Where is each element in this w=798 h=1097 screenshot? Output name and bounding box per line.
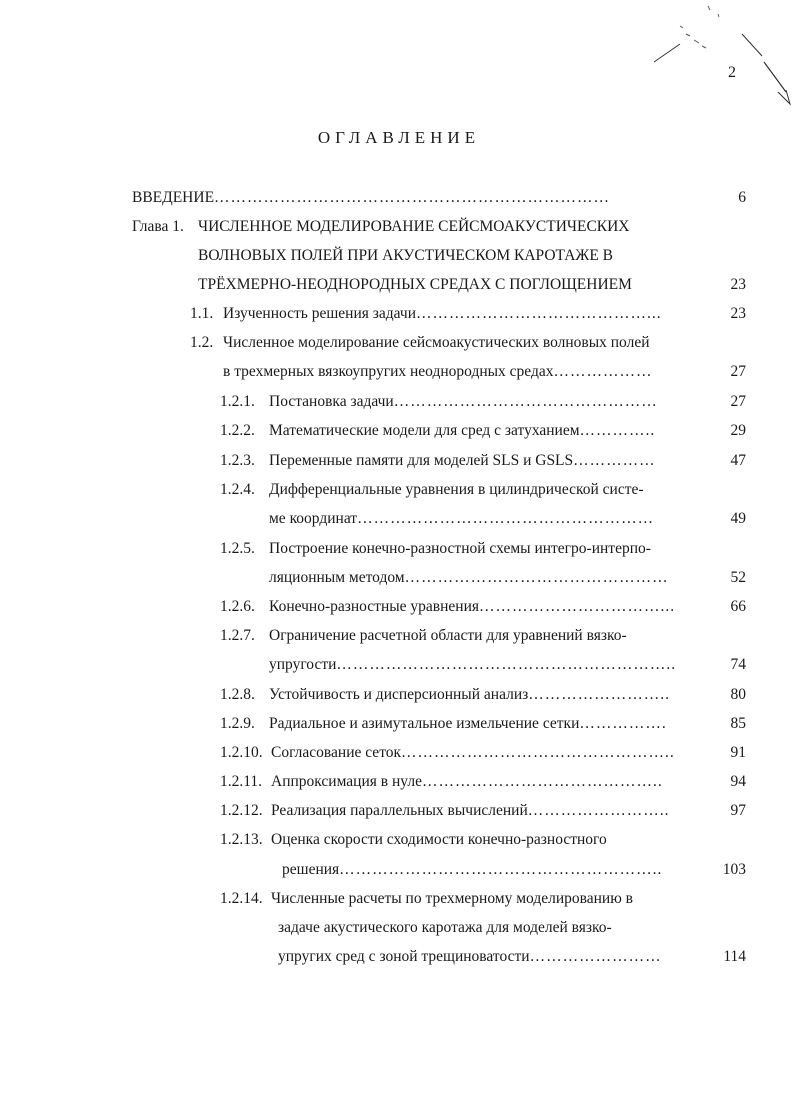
toc-entry-line — [271, 772, 700, 792]
toc-entry-line — [269, 685, 700, 705]
toc-entry-text: Дифференциальные уравнения в цилиндрической систе- — [269, 481, 644, 498]
toc-entry-number: 1.2.12. — [220, 802, 263, 819]
toc-entry-text: Устойчивость и дисперсионный анализ — [269, 686, 529, 703]
toc-entry-line — [269, 568, 700, 588]
toc-entry-text: Оценка скорости сходимости конечно-разностного — [271, 831, 607, 848]
toc-entry-text: ВОЛНОВЫХ ПОЛЕЙ ПРИ АКУСТИЧЕСКОМ КАРОТАЖЕ В — [198, 247, 614, 264]
toc-leader-dots: …………………………………….. — [421, 773, 663, 790]
toc-page-number: 91 — [730, 744, 746, 761]
toc-entry-line — [269, 597, 700, 617]
toc-leader-dots: ………………………………………… — [393, 393, 658, 410]
toc-leader-dots: …………………….. — [527, 802, 670, 819]
toc-entry-line — [271, 743, 700, 763]
toc-entry-text: в трехмерных вязкоупругих неоднородных средах — [223, 363, 554, 380]
toc-entry-number: 1.1. — [190, 305, 214, 322]
toc-entry-number: 1.2.3. — [220, 452, 255, 469]
toc-page-number: 85 — [730, 715, 746, 732]
toc-entry-text: ТРЁХМЕРНО-НЕОДНОРОДНЫХ СРЕДАХ С ПОГЛОЩЕНИЕМ — [198, 276, 632, 293]
toc-entry-line — [269, 714, 700, 734]
toc-entry-line — [269, 626, 700, 646]
toc-entry-line — [269, 509, 700, 529]
toc-entry-text: Построение конечно-разностной схемы интегро-интерпо- — [269, 540, 651, 557]
toc-entry-line — [223, 362, 700, 382]
toc-leader-dots: ……………………………... — [479, 598, 676, 615]
toc-page-number: 29 — [730, 422, 746, 439]
toc-entry-number: 1.2.10. — [220, 744, 263, 761]
toc-leader-dots: ………………………………………… — [404, 569, 669, 586]
toc-entry-line — [198, 246, 700, 266]
page-title: ОГЛАВЛЕНИЕ — [317, 128, 481, 147]
toc-leader-dots: …………………… — [529, 948, 662, 965]
toc-entry-text: Аппроксимация в нуле — [271, 773, 422, 790]
toc-entry-text: Согласование сеток — [271, 744, 402, 761]
toc-entry-text: Реализация параллельных вычислений — [271, 802, 528, 819]
toc-entry-number: 1.2.8. — [220, 686, 255, 703]
toc-page-number: 66 — [730, 598, 746, 615]
toc-entry-line — [269, 655, 700, 675]
toc-entry-line — [269, 392, 700, 412]
toc-entry-text: решения — [282, 861, 340, 878]
toc-entry-text: Математические модели для сред с затуханием — [269, 422, 580, 439]
toc-entry-number: Глава 1. — [132, 218, 184, 235]
handwritten-mark-icon — [640, 0, 798, 120]
toc-page-number: 114 — [723, 948, 746, 965]
toc-entry-line — [271, 830, 700, 850]
toc-entry-number: 1.2.7. — [220, 627, 255, 644]
toc-entry-text: ляционным методом — [269, 569, 405, 586]
toc-entry-number: 1.2.9. — [220, 715, 255, 732]
toc-entry-line — [269, 539, 700, 559]
toc-entry-text: ЧИСЛЕННОЕ МОДЕЛИРОВАНИЕ СЕЙСМОАКУСТИЧЕСКИХ — [198, 218, 630, 235]
toc-entry-text: Переменные памяти для моделей SLS и GSLS — [269, 452, 574, 469]
toc-entry-number: 1.2. — [190, 334, 214, 351]
toc-page-number: 23 — [730, 276, 746, 293]
toc-entry-line — [269, 451, 700, 471]
toc-entry-line — [269, 421, 700, 441]
toc-page-number: 52 — [730, 569, 746, 586]
toc-leader-dots: ………………………………………….. — [401, 744, 675, 761]
toc-page-number: 80 — [730, 686, 746, 703]
toc-leader-dots: ……………………………………………… — [357, 510, 655, 527]
toc-entry-text: упругих сред с зоной трещиноватости — [278, 948, 530, 965]
toc-page-number: 97 — [730, 802, 746, 819]
toc-entry-text: Ограничение расчетной области для уравнений вязко- — [269, 627, 627, 644]
toc-leader-dots: ……………………………………………………………… — [214, 189, 611, 206]
toc-leader-dots: ……………. — [579, 715, 667, 732]
toc-leader-dots: ………………………………………………….. — [339, 861, 663, 878]
toc-page-number: 27 — [730, 363, 746, 380]
toc-entry-text: упругости — [269, 656, 337, 673]
toc-page-number: 23 — [730, 305, 746, 322]
toc-entry-number: 1.2.11. — [220, 773, 263, 790]
toc-leader-dots: …………… — [573, 452, 656, 469]
toc-page-number: 27 — [730, 393, 746, 410]
toc-page-number: 74 — [730, 656, 746, 673]
toc-entry-line — [278, 947, 700, 967]
toc-page-number: 6 — [738, 189, 746, 206]
toc-leader-dots: …………………………………………………….. — [336, 656, 677, 673]
toc-entry-line — [223, 333, 700, 353]
toc-entry-line — [223, 304, 700, 324]
toc-entry-text: Конечно-разностные уравнения — [269, 598, 479, 615]
toc-entry-text: ме координат — [269, 510, 358, 527]
toc-page-number: 103 — [722, 861, 746, 878]
toc-entry-line — [282, 860, 700, 880]
toc-entry-text: Численные расчеты по трехмерному моделированию в — [271, 890, 634, 907]
toc-entry-line — [271, 889, 700, 909]
toc-entry-number: 1.2.13. — [220, 831, 263, 848]
toc-page-number: 94 — [730, 773, 746, 790]
toc-leader-dots: ………….. — [579, 422, 656, 439]
toc-leader-dots: …………………….. — [528, 686, 670, 703]
toc-leader-dots: ……………………………………... — [416, 305, 662, 322]
page-number: 2 — [728, 64, 736, 81]
toc-entry-line — [271, 801, 700, 821]
toc-entry-number: 1.2.2. — [220, 422, 255, 439]
toc-leader-dots: ……………… — [553, 363, 653, 380]
toc-entry-line — [198, 217, 700, 237]
toc-entry-text: Изученность решения задачи — [223, 305, 417, 322]
toc-entry-text: ВВЕДЕНИЕ — [132, 189, 215, 206]
toc-entry-number: 1.2.5. — [220, 540, 255, 557]
toc-entry-text: Радиальное и азимутальное измельчение сетки — [269, 715, 580, 732]
toc-entry-line — [278, 918, 700, 938]
toc-entry-number: 1.2.14. — [220, 890, 263, 907]
toc-entry-line — [132, 188, 700, 208]
toc-entry-number: 1.2.4. — [220, 481, 255, 498]
toc-page-number: 47 — [730, 452, 746, 469]
toc-entry-text: Численное моделирование сейсмоакустических волновых полей — [223, 334, 650, 351]
toc-entry-line — [198, 275, 700, 295]
toc-entry-line — [269, 480, 700, 500]
toc-entry-number: 1.2.1. — [220, 393, 255, 410]
toc-entry-number: 1.2.6. — [220, 598, 255, 615]
toc-entry-text: Постановка задачи — [269, 393, 394, 410]
toc-entry-text: задаче акустического каротажа для моделей вязко- — [278, 919, 612, 936]
toc-page-number: 49 — [730, 510, 746, 527]
